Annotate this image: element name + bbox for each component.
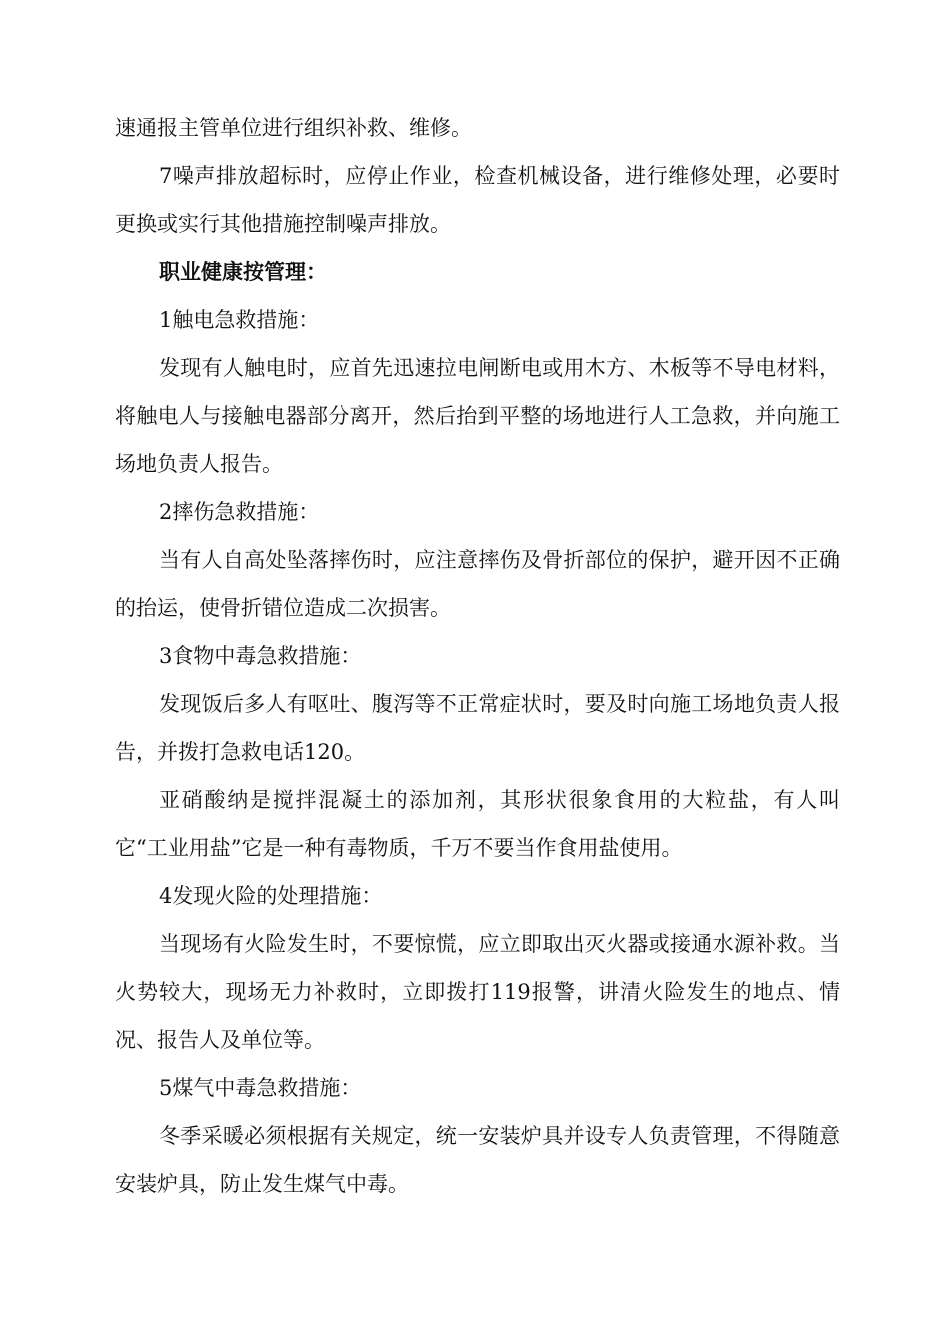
subheading-food-poisoning: 3食物中毒急救措施： bbox=[159, 644, 362, 668]
section-heading-occupational-health: 职业健康按管理： bbox=[159, 260, 327, 284]
subheading-gas-poisoning: 5煤气中毒急救措施： bbox=[159, 1076, 362, 1100]
subheading-fall-injury: 2摔伤急救措施： bbox=[159, 500, 320, 524]
paragraph-fall-injury: 当有人自高处坠落摔伤时，应注意摔伤及骨折部位的保护，避开因不正确的抬运，使骨折错位造成二次损害。 bbox=[115, 548, 840, 620]
subheading-fire-risk: 4发现火险的处理措施： bbox=[159, 884, 383, 908]
paragraph-electric-shock: 发现有人触电时，应首先迅速拉电闸断电或用木方、木板等不导电材料，将触电人与接触电器部分离开，然后抬到平整的场地进行人工急救，并向施工场地负责人报告。 bbox=[115, 356, 840, 476]
paragraph-sodium-nitrite: 亚硝酸纳是搅拌混凝土的添加剂，其形状很象食用的大粒盐，有人叫它“工业用盐”它是一种有毒物质，千万不要当作食用盐使用。 bbox=[115, 788, 840, 860]
paragraph-fire-risk: 当现场有火险发生时，不要惊慌，应立即取出灭火器或接通水源补救。当火势较大，现场无力补救时，立即拨打119报警，讲清火险发生的地点、情况、报告人及单位等。 bbox=[115, 932, 840, 1052]
document-body bbox=[115, 104, 840, 1208]
paragraph-continuation: 速通报主管单位进行组织补救、维修。 bbox=[115, 116, 472, 140]
paragraph-noise-emission: 7噪声排放超标时，应停止作业，检查机械设备，进行维修处理，必要时更换或实行其他措施控制噪声排放。 bbox=[115, 164, 840, 236]
paragraph-food-poisoning: 发现饭后多人有呕吐、腹泻等不正常症状时，要及时向施工场地负责人报告，并拨打急救电话120。 bbox=[115, 692, 840, 764]
paragraph-gas-poisoning: 冬季采暖必须根据有关规定，统一安装炉具并设专人负责管理，不得随意安装炉具，防止发生煤气中毒。 bbox=[115, 1124, 840, 1196]
subheading-electric-shock: 1触电急救措施： bbox=[159, 308, 320, 332]
